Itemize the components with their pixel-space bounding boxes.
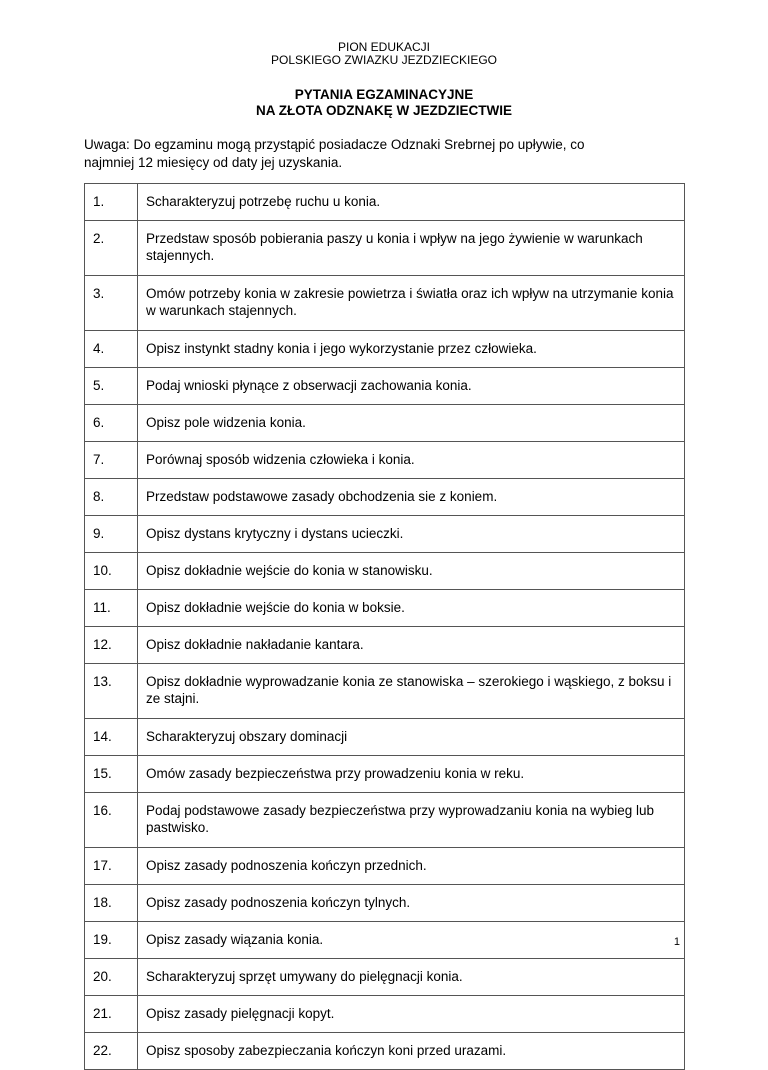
table-row: [85, 719, 685, 756]
table-row: [85, 590, 685, 627]
eligibility-note: [84, 136, 694, 172]
question-number: 15.: [85, 756, 138, 793]
question-number: 9.: [85, 516, 138, 553]
question-text: Opisz dokładnie wejście do konia w stanowisku.: [138, 553, 685, 590]
table-row: [85, 553, 685, 590]
table-row: [85, 848, 685, 885]
question-text: Przedstaw sposób pobierania paszy u konia i wpływ na jego żywienie w warunkach stajennych.: [138, 221, 685, 276]
questions-table: [84, 183, 685, 1070]
question-text: Podaj podstawowe zasady bezpieczeństwa przy wyprowadzaniu konia na wybieg lub pastwisko.: [138, 793, 685, 848]
table-row: [85, 184, 685, 221]
organization-line-2: POLSKIEGO ZWIAZKU JEZDZIECKIEGO: [270, 53, 498, 67]
page-number: 1: [673, 936, 680, 948]
table-row: [85, 922, 685, 959]
question-text: Opisz pole widzenia konia.: [138, 405, 685, 442]
title-line-2: NA ZŁOTA ODZNAKĘ W JEZDZIECTWIE: [256, 103, 512, 118]
table-row: [85, 516, 685, 553]
question-text: Przedstaw podstawowe zasady obchodzenia sie z koniem.: [138, 479, 685, 516]
question-number: 13.: [85, 664, 138, 719]
question-number: 11.: [85, 590, 138, 627]
table-row: [85, 793, 685, 848]
table-row: [85, 276, 685, 331]
question-text: Omów potrzeby konia w zakresie powietrza i światła oraz ich wpływ na utrzymanie konia w warunkach stajennych.: [138, 276, 685, 331]
question-number: 20.: [85, 959, 138, 996]
question-number: 21.: [85, 996, 138, 1033]
question-text: Opisz zasady podnoszenia kończyn tylnych.: [138, 885, 685, 922]
question-number: 12.: [85, 627, 138, 664]
table-row: [85, 221, 685, 276]
question-number: 8.: [85, 479, 138, 516]
question-text: Opisz dokładnie nakładanie kantara.: [138, 627, 685, 664]
question-number: 16.: [85, 793, 138, 848]
question-number: 1.: [85, 184, 138, 221]
table-row: [85, 368, 685, 405]
question-text: Opisz dokładnie wejście do konia w boksie.: [138, 590, 685, 627]
question-number: 14.: [85, 719, 138, 756]
table-row: [85, 442, 685, 479]
question-text: Porównaj sposób widzenia człowieka i konia.: [138, 442, 685, 479]
document-title: [0, 87, 768, 119]
question-text: Podaj wnioski płynące z obserwacji zachowania konia.: [138, 368, 685, 405]
organization-header: [0, 41, 768, 67]
table-row: [85, 405, 685, 442]
table-row: [85, 664, 685, 719]
question-text: Omów zasady bezpieczeństwa przy prowadzeniu konia w reku.: [138, 756, 685, 793]
question-number: 4.: [85, 331, 138, 368]
question-text: Opisz zasady wiązania konia.: [138, 922, 685, 959]
question-number: 22.: [85, 1033, 138, 1070]
question-number: 7.: [85, 442, 138, 479]
question-number: 6.: [85, 405, 138, 442]
question-number: 10.: [85, 553, 138, 590]
question-text: Opisz zasady podnoszenia kończyn przednich.: [138, 848, 685, 885]
table-row: [85, 996, 685, 1033]
question-number: 17.: [85, 848, 138, 885]
note-line-1: Uwaga: Do egzaminu mogą przystąpić posiadacze Odznaki Srebrnej po upływie, co: [84, 137, 585, 152]
question-number: 2.: [85, 221, 138, 276]
question-text: Opisz instynkt stadny konia i jego wykorzystanie przez człowieka.: [138, 331, 685, 368]
organization-line-1: PION EDUKACJI: [337, 40, 430, 54]
question-text: Opisz sposoby zabezpieczania kończyn koni przed urazami.: [138, 1033, 685, 1070]
table-row: [85, 756, 685, 793]
question-text: Opisz dystans krytyczny i dystans ucieczki.: [138, 516, 685, 553]
table-row: [85, 959, 685, 996]
question-text: Scharakteryzuj sprzęt umywany do pielęgnacji konia.: [138, 959, 685, 996]
question-number: 18.: [85, 885, 138, 922]
question-number: 5.: [85, 368, 138, 405]
table-row: [85, 331, 685, 368]
question-number: 3.: [85, 276, 138, 331]
question-text: Scharakteryzuj potrzebę ruchu u konia.: [138, 184, 685, 221]
question-text: Opisz zasady pielęgnacji kopyt.: [138, 996, 685, 1033]
question-text: Scharakteryzuj obszary dominacji: [138, 719, 685, 756]
question-number: 19.: [85, 922, 138, 959]
table-row: [85, 885, 685, 922]
note-line-2: najmniej 12 miesięcy od daty jej uzyskania.: [84, 155, 343, 170]
table-row: [85, 627, 685, 664]
title-line-1: PYTANIA EGZAMINACYJNE: [294, 87, 474, 102]
table-row: [85, 1033, 685, 1070]
table-row: [85, 479, 685, 516]
question-text: Opisz dokładnie wyprowadzanie konia ze stanowiska – szerokiego i wąskiego, z boksu i ze stajni.: [138, 664, 685, 719]
